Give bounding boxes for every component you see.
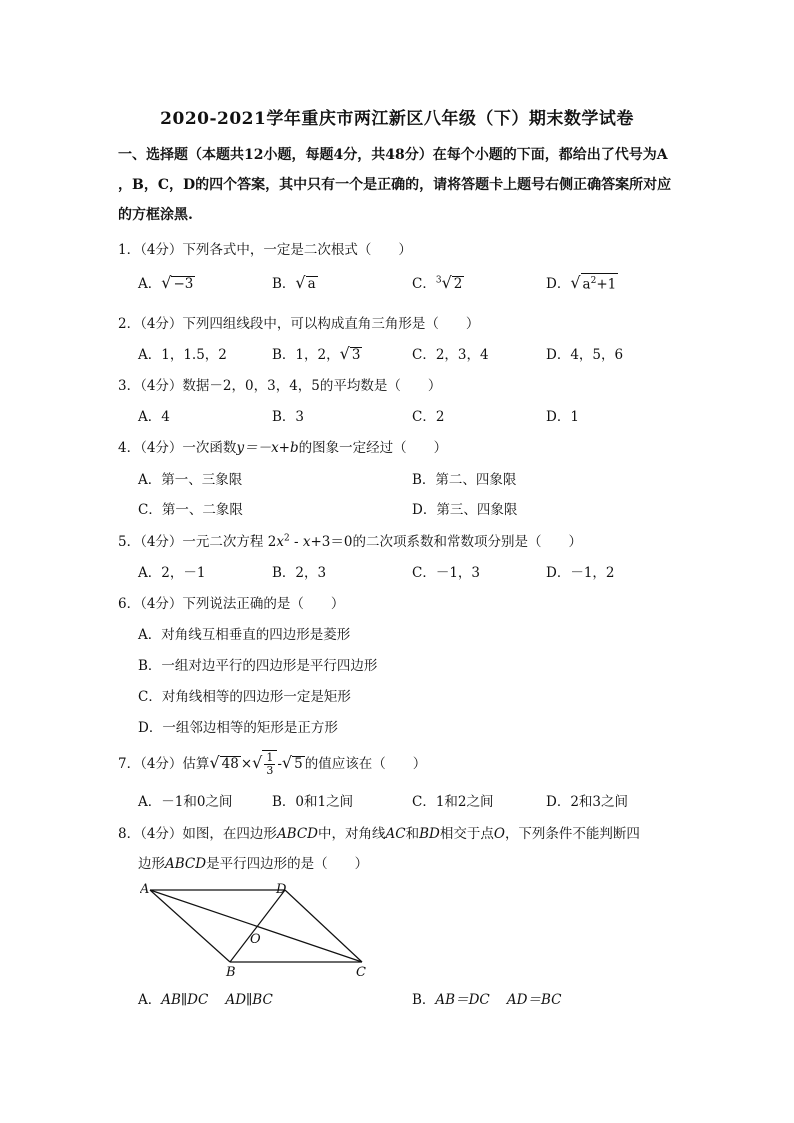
question-8-option-b[interactable]: B．AB＝DC AD＝BC bbox=[412, 992, 562, 1008]
diagonal-bd bbox=[230, 890, 285, 962]
sqrt-icon: √ bbox=[252, 753, 263, 772]
question-2-option-c[interactable]: C．2，3，4 bbox=[412, 347, 489, 363]
question-5-option-d[interactable]: D．－1，2 bbox=[546, 565, 615, 581]
quadrilateral-figure bbox=[140, 880, 380, 980]
sqrt-icon: √ bbox=[339, 344, 350, 363]
section-instructions bbox=[118, 140, 678, 230]
vertex-label-a: A bbox=[140, 882, 150, 897]
sqrt-icon: √ bbox=[281, 753, 293, 772]
question-2-stem: 2．（4分）下列四组线段中，可以构成直角三角形是（ ） bbox=[118, 316, 480, 332]
question-3-option-b[interactable]: B．3 bbox=[272, 409, 305, 425]
question-7-stem: 7．（4分）估算√ 48 ×√ $\frac{1}{3}$ -√ 5 的值应该在（ ） bbox=[118, 751, 427, 777]
page-title: 2020-2021学年重庆市两江新区八年级（下）期末数学试卷 bbox=[160, 109, 634, 129]
vertex-label-c: C bbox=[356, 965, 366, 980]
sqrt-icon: √ bbox=[209, 753, 220, 772]
question-5-option-b[interactable]: B．2，3 bbox=[272, 565, 327, 581]
question-8-stem-line-1: 8．（4分）如图，在四边形ABCD中，对角线AC和BD相交于点O，下列条件不能判断四 bbox=[118, 826, 640, 842]
question-2-option-b[interactable]: B．1，2，√ 3 bbox=[272, 344, 361, 363]
question-4-stem: 4．（4分）一次函数y＝－x+b的图象一定经过（ ） bbox=[118, 440, 448, 456]
question-7-option-c[interactable]: C．1和2之间 bbox=[412, 794, 494, 810]
question-4-option-d[interactable]: D．第三、四象限 bbox=[412, 502, 518, 518]
question-1-option-b[interactable]: B．√ a bbox=[272, 273, 316, 292]
question-2-option-d[interactable]: D．4，5，6 bbox=[546, 347, 624, 363]
side-ba bbox=[150, 890, 230, 962]
question-4-option-c[interactable]: C．第一、二象限 bbox=[138, 502, 243, 518]
cube-root-icon: √ bbox=[441, 273, 452, 292]
instruction-line-2: ，B，C，D的四个答案，其中只有一个是正确的，请将答题卡上题号右侧正确答案所对应 bbox=[118, 177, 672, 193]
instruction-line-1: 一、选择题（本题共12小题，每题4分，共48分）在每个小题的下面，都给出了代号为A bbox=[118, 147, 668, 163]
question-1-stem: 1．（4分）下列各式中，一定是二次根式（ ） bbox=[118, 242, 412, 258]
question-5-stem: 5．（4分）一元二次方程 $2x^2 - x+3=0$的二次项系数和常数项分别是（ ） bbox=[118, 533, 582, 550]
question-6-stem: 6．（4分）下列说法正确的是（ ） bbox=[118, 596, 345, 612]
question-6-option-a[interactable]: A．对角线互相垂直的四边形是菱形 bbox=[138, 627, 351, 643]
question-4-option-b[interactable]: B．第二、四象限 bbox=[412, 472, 517, 488]
vertex-label-d: D bbox=[276, 882, 287, 897]
sqrt-icon: √ bbox=[570, 273, 581, 292]
question-3-option-c[interactable]: C．2 bbox=[412, 409, 445, 425]
vertex-label-o: O bbox=[250, 932, 261, 947]
side-dc bbox=[285, 890, 362, 962]
question-5-option-a[interactable]: A．2，－1 bbox=[138, 565, 206, 581]
diagonal-ac bbox=[150, 890, 362, 962]
question-7-option-a[interactable]: A．－1和0之间 bbox=[138, 794, 233, 810]
vertex-label-b: B bbox=[226, 965, 236, 980]
question-1-option-c[interactable]: C．$^3$√ 2 bbox=[412, 273, 463, 292]
sqrt-icon: √ bbox=[295, 273, 306, 292]
question-6-option-b[interactable]: B．一组对边平行的四边形是平行四边形 bbox=[138, 658, 378, 674]
question-4-option-a[interactable]: A．第一、三象限 bbox=[138, 472, 243, 488]
question-7-option-d[interactable]: D．2和3之间 bbox=[546, 794, 629, 810]
question-3-option-d[interactable]: D．1 bbox=[546, 409, 579, 425]
question-6-option-d[interactable]: D．一组邻边相等的矩形是正方形 bbox=[138, 720, 338, 736]
question-6-option-c[interactable]: C．对角线相等的四边形一定是矩形 bbox=[138, 689, 351, 705]
question-8-option-a[interactable]: A．AB∥DC AD∥BC bbox=[138, 992, 273, 1008]
sqrt-icon: √ bbox=[161, 273, 172, 292]
question-1-option-d[interactable]: D．√ $a^2+1$ bbox=[546, 273, 617, 292]
question-8-stem-line-2: 边形ABCD是平行四边形的是（ ） bbox=[138, 856, 369, 872]
instruction-line-3: 的方框涂黑. bbox=[118, 207, 193, 223]
question-7-option-b[interactable]: B．0和1之间 bbox=[272, 794, 354, 810]
question-1-option-a[interactable]: A．√ −3 bbox=[138, 273, 194, 292]
question-3-stem: 3．（4分）数据－2，0，3，4，5的平均数是（ ） bbox=[118, 378, 442, 394]
question-2-option-a[interactable]: A．1，1.5，2 bbox=[138, 347, 227, 363]
question-5-option-c[interactable]: C．－1，3 bbox=[412, 565, 481, 581]
question-3-option-a[interactable]: A．4 bbox=[138, 409, 170, 425]
